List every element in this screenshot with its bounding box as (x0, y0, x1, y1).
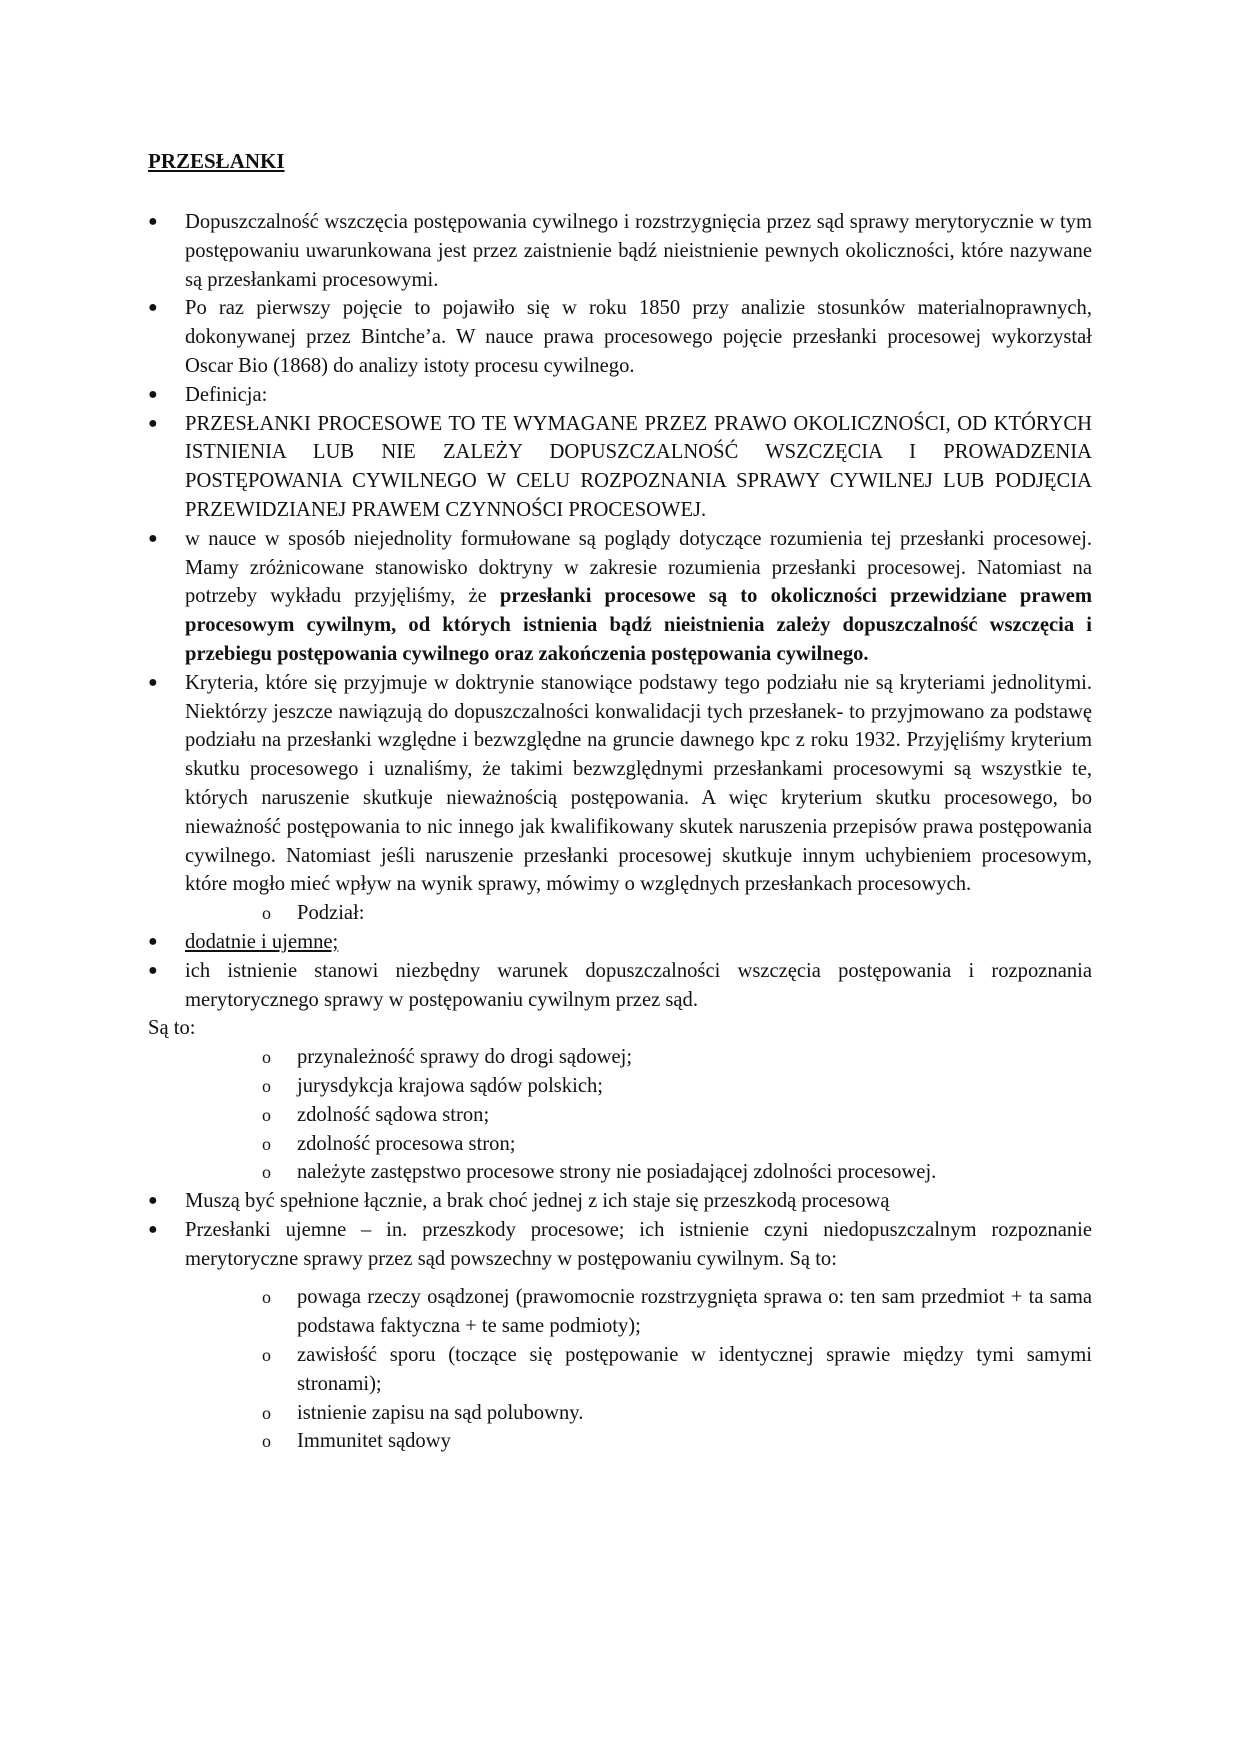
bullet-icon: ● (148, 299, 158, 317)
sub-list-item (148, 1341, 1092, 1399)
circle-bullet-icon: o (262, 903, 271, 924)
bullet-icon: ● (148, 529, 158, 547)
list-item-text: w nauce w sposób niejednolity formułowane są poglądy dotyczące rozumienia tej przesłanki procesowej. Mamy zróżnicowane stanowisko doktryny w zakresie rozumienia przesłanki procesowej. Natomiast na potrzeby wykładu przyjęliśmy, że (185, 527, 1092, 608)
circle-bullet-icon: o (262, 1162, 271, 1183)
sub-list-item-text: Immunitet sądowy (297, 1430, 451, 1453)
list-item (148, 1216, 1092, 1274)
underlined-text: dodatnie i ujemne; (185, 930, 339, 953)
sub-list-item-text: Podział: (297, 902, 365, 925)
document-body (148, 208, 1092, 1456)
paragraph-text: Są to: (148, 1017, 196, 1040)
definition-text: PRZESŁANKI PROCESOWE TO TE WYMAGANE PRZEZ PRAWO OKOLICZNOŚCI, OD KTÓRYCH ISTNIENIA LUB NIE ZALEŻY DOPUSZCZALNOŚĆ WSZCZĘCIA I PROWADZENIA POSTĘPOWANIA CYWILNEGO W CELU ROZPOZNANIA SPRAWY CYWILNEJ LUB PODJĘCIA PRZEWIDZIANEJ PRAWEM CZYNNOŚCI PROCESOWEJ. (185, 412, 1092, 521)
list-item (148, 208, 1092, 294)
circle-bullet-icon: o (262, 1047, 271, 1068)
list-item-text: Po raz pierwszy pojęcie to pojawiło się w roku 1850 przy analizie stosunków materialnoprawnych, dokonywanej przez Bintche’a. W nauce prawa procesowego pojęcie przesłanki procesowej wykorzystał Oscar Bio (1868) do analizy istoty procesu cywilnego. (185, 297, 1092, 377)
bold-definition: przesłanki procesowe są to okoliczności przewidziane prawem procesowym cywilnym, od których istnienia bądź nieistnienia zależy dopuszczalność wszczęcia i przebiegu postępowania cywilnego oraz zakończenia postępowania cywilnego. (185, 585, 1092, 665)
circle-bullet-icon: o (262, 1431, 271, 1452)
sub-list-item (148, 1130, 1092, 1159)
list-item (148, 381, 1092, 410)
bullet-icon: ● (148, 1220, 158, 1238)
sub-list-item-text: zdolność procesowa stron; (297, 1132, 516, 1155)
sub-list-item-text: przynależność sprawy do drogi sądowej; (297, 1046, 633, 1069)
circle-bullet-icon: o (262, 1075, 271, 1096)
bullet-icon: ● (148, 414, 158, 432)
circle-bullet-icon: o (262, 1287, 271, 1308)
bullet-icon: ● (148, 1192, 158, 1210)
sub-list-item-text: powaga rzeczy osądzonej (prawomocnie rozstrzygnięta sprawa o: ten sam przedmiot + ta sama podstawa faktyczna + te same podmioty); (297, 1286, 1092, 1338)
list-item-text: Dopuszczalność wszczęcia postępowania cywilnego i rozstrzygnięcia przez sąd sprawy merytorycznie w tym postępowaniu uwarunkowana jest przez zaistnienie bądź nieistnienie pewnych okoliczności, które nazywane są przesłankami procesowymi. (185, 211, 1092, 291)
list-item (148, 1187, 1092, 1216)
sub-list-item (148, 899, 1092, 928)
circle-bullet-icon: o (262, 1345, 271, 1366)
circle-bullet-icon: o (262, 1133, 271, 1154)
document-title: PRZESŁANKI (148, 149, 285, 173)
list-item (148, 294, 1092, 380)
sub-list-item-text: istnienie zapisu na sąd polubowny. (297, 1401, 584, 1424)
definition-label: Definicja: (185, 383, 268, 406)
sub-list-item (148, 1043, 1092, 1072)
bullet-icon: ● (148, 213, 158, 230)
bullet-icon: ● (148, 932, 158, 950)
circle-bullet-icon: o (262, 1104, 271, 1125)
sub-list-item (148, 1399, 1092, 1428)
list-item-text: ich istnienie stanowi niezbędny warunek dopuszczalności wszczęcia postępowania i rozpoznania merytorycznego sprawy w postępowaniu cywilnym przez sąd. (185, 959, 1092, 1011)
list-item-text: Kryteria, które się przyjmuje w doktrynie stanowiące podstawy tego podziału nie są kryteriami jednolitymi. Niektórzy jeszcze nawiązują do dopuszczalności konwalidacji tych przesłanek- to przyjmowano za podstawę podziału na przesłanki względne i bezwzględne na gruncie dawnego kpc z roku 1932. Przyjęliśmy kryterium skutku procesowego i uznaliśmy, że takimi bezwzględnymi przesłankami procesowymi są wszystkie te, których naruszenie skutkuje nieważnością postępowania. A więc kryterium skutku procesowego, bo nieważność postępowania to nic innego jak kwalifikowany skutek naruszenia przepisów prawa postępowania cywilnego. Natomiast jeśli naruszenie przesłanki procesowej skutkuje innym uchybieniem procesowym, które mogło mieć wpływ na wynik sprawy, mówimy o względnych przesłankach procesowych. (185, 671, 1092, 896)
sub-list-item (148, 1158, 1092, 1187)
sub-list-item (148, 1072, 1092, 1101)
circle-bullet-icon: o (262, 1402, 271, 1423)
sub-list-item-text: jurysdykcja krajowa sądów polskich; (297, 1074, 603, 1097)
sub-list-item (148, 1283, 1092, 1341)
list-item-text: Przesłanki ujemne – in. przeszkody procesowe; ich istnienie czyni niedopuszczalnym rozpoznanie merytoryczne sprawy przez sąd powszechny w postępowaniu cywilnym. Są to: (185, 1218, 1092, 1270)
list-item (148, 928, 1092, 957)
list-item-text: Muszą być spełnione łącznie, a brak choć jednej z ich staje się przeszkodą procesową (185, 1190, 890, 1213)
list-item (148, 525, 1092, 669)
bullet-icon: ● (148, 385, 158, 403)
sub-list-item-text: zdolność sądowa stron; (297, 1103, 490, 1126)
list-item (148, 410, 1092, 525)
list-item (148, 669, 1092, 899)
sub-list-item-text: należyte zastępstwo procesowe strony nie posiadającej zdolności procesowej. (297, 1161, 937, 1184)
bullet-icon: ● (148, 961, 158, 979)
bullet-icon: ● (148, 673, 158, 691)
spacer (148, 1273, 1092, 1283)
sub-list-item-text: zawisłość sporu (toczące się postępowanie w identycznej sprawie między tymi samymi stronami); (297, 1344, 1092, 1395)
list-item (148, 957, 1092, 1015)
sub-list-item (148, 1101, 1092, 1130)
sub-list-item (148, 1427, 1092, 1456)
